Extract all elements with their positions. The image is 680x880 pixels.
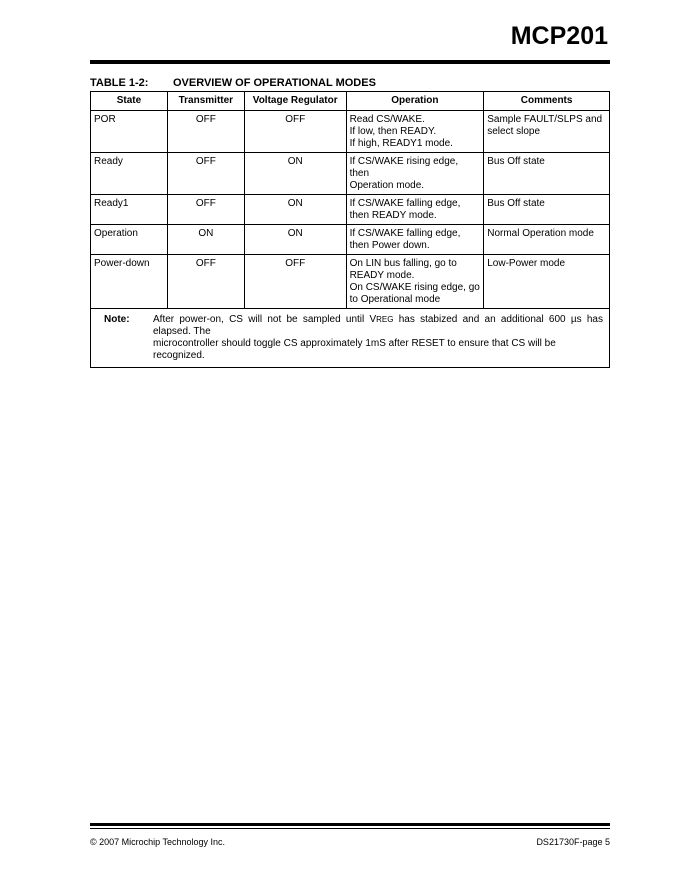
note-text-part: has stabized and an additional 600 µs has elapsed. The xyxy=(153,314,603,337)
column-header-state: State xyxy=(91,92,168,111)
table-row xyxy=(91,195,610,225)
operation-line: Operation mode. xyxy=(349,180,425,191)
cell-regulator: ON xyxy=(244,225,346,255)
operation-line: If CS/WAKE falling edge, xyxy=(349,228,461,239)
comment-line: Normal Operation mode xyxy=(487,228,594,239)
table-row xyxy=(91,111,610,153)
column-header-operation: Operation xyxy=(346,92,484,111)
cell-comments xyxy=(484,255,610,309)
cell-operation xyxy=(346,225,484,255)
cell-state: Operation xyxy=(91,225,168,255)
cell-regulator: ON xyxy=(244,153,346,195)
cell-transmitter: OFF xyxy=(167,255,244,309)
column-header-transmitter: Transmitter xyxy=(167,92,244,111)
table-note-row xyxy=(91,309,610,368)
cell-regulator: OFF xyxy=(244,111,346,153)
operation-line: to Operational mode xyxy=(349,294,441,305)
table-row xyxy=(91,225,610,255)
cell-comments xyxy=(484,225,610,255)
cell-comments xyxy=(484,111,610,153)
table-row xyxy=(91,255,610,309)
table-caption xyxy=(90,77,376,89)
comment-line: Sample FAULT/SLPS and xyxy=(487,114,603,125)
note-text-line2: microcontroller should toggle CS approximately 1mS after RESET to ensure that CS will be recognized. xyxy=(153,338,556,361)
column-header-voltage-regulator: Voltage Regulator xyxy=(244,92,346,111)
cell-regulator: ON xyxy=(244,195,346,225)
table-row xyxy=(91,153,610,195)
table-title: OVERVIEW OF OPERATIONAL MODES xyxy=(173,77,376,89)
comment-line: select slope xyxy=(487,126,541,137)
cell-regulator: OFF xyxy=(244,255,346,309)
operation-line: then Power down. xyxy=(349,240,430,251)
cell-state: Power-down xyxy=(91,255,168,309)
operation-line: If CS/WAKE rising edge, then xyxy=(349,156,459,179)
cell-state: Ready1 xyxy=(91,195,168,225)
note-label: Note: xyxy=(104,314,130,325)
operation-line: If high, READY1 mode. xyxy=(349,138,453,149)
table-number: TABLE 1-2: xyxy=(90,77,149,89)
cell-operation xyxy=(346,153,484,195)
table-note xyxy=(91,309,610,368)
cell-operation xyxy=(346,111,484,153)
document-title: MCP201 xyxy=(510,22,608,50)
cell-transmitter: ON xyxy=(167,225,244,255)
cell-operation xyxy=(346,195,484,225)
cell-state: Ready xyxy=(91,153,168,195)
cell-transmitter: OFF xyxy=(167,195,244,225)
header-rule xyxy=(90,60,610,64)
operation-line: then READY mode. xyxy=(349,210,437,221)
note-text-part: After power-on, CS will not be sampled until V xyxy=(153,314,377,325)
note-text xyxy=(153,314,603,362)
comment-line: Bus Off state xyxy=(487,156,545,167)
note-subscript: REG xyxy=(376,315,394,324)
footer-rule xyxy=(90,823,610,826)
operation-line: If low, then READY. xyxy=(349,126,437,137)
footer-rule-thin xyxy=(90,828,610,829)
table-header-row xyxy=(91,92,610,111)
operation-line: Read CS/WAKE. xyxy=(349,114,425,125)
operation-line: On LIN bus falling, go to xyxy=(349,258,457,269)
footer-copyright: © 2007 Microchip Technology Inc. xyxy=(90,837,226,847)
cell-comments xyxy=(484,153,610,195)
operation-line: READY mode. xyxy=(349,270,415,281)
cell-state: POR xyxy=(91,111,168,153)
cell-transmitter: OFF xyxy=(167,111,244,153)
comment-line: Bus Off state xyxy=(487,198,545,209)
operation-line: If CS/WAKE falling edge, xyxy=(349,198,461,209)
cell-comments xyxy=(484,195,610,225)
cell-transmitter: OFF xyxy=(167,153,244,195)
cell-operation xyxy=(346,255,484,309)
footer-page-number: DS21730F-page 5 xyxy=(536,837,610,847)
operational-modes-table xyxy=(90,91,610,368)
column-header-comments: Comments xyxy=(484,92,610,111)
operation-line: On CS/WAKE rising edge, go xyxy=(349,282,480,293)
comment-line: Low-Power mode xyxy=(487,258,566,269)
